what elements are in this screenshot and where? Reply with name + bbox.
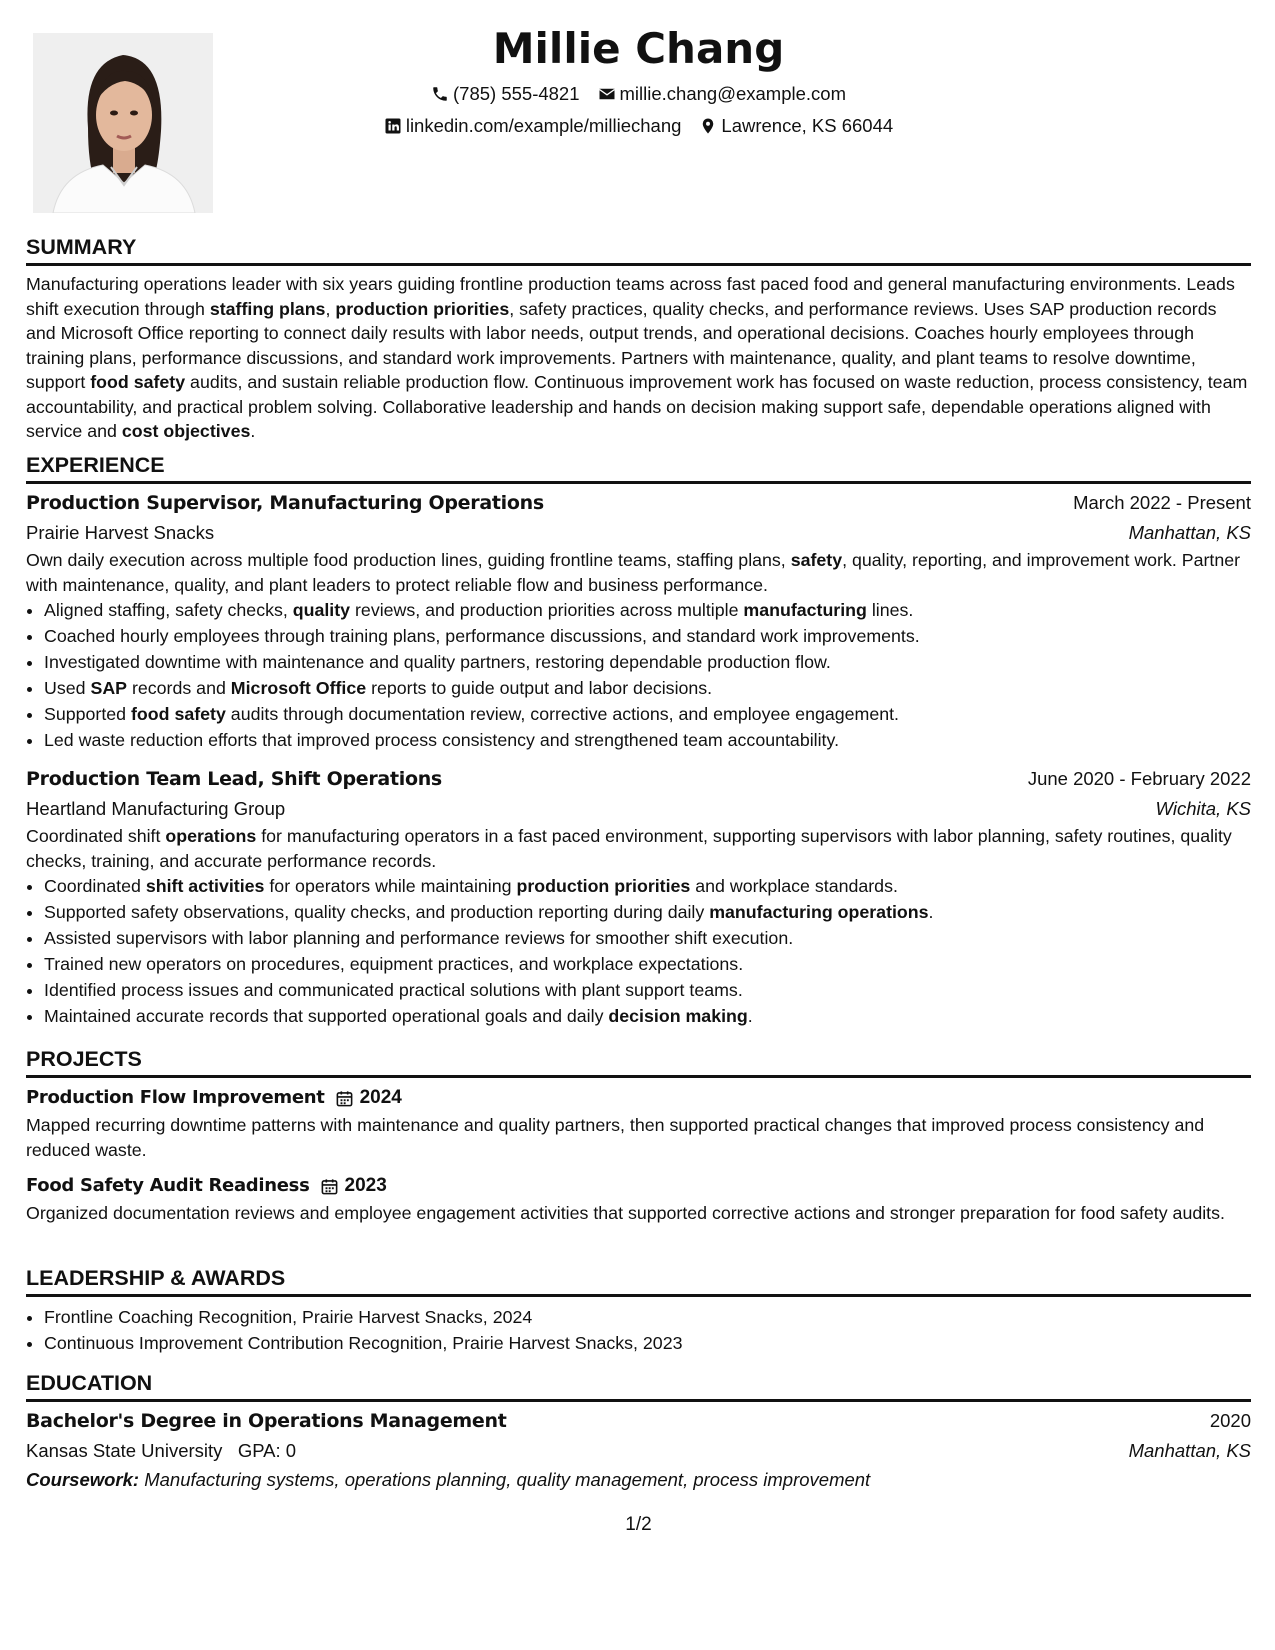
email-text: millie.chang@example.com xyxy=(619,83,846,104)
project-title: Production Flow Improvement xyxy=(26,1087,325,1108)
job-description: Coordinated shift operations for manufacturing operators in a fast paced environment, supporting supervisors with labor planning, safety routines, quality checks, training, and accurate performance records. xyxy=(26,826,1232,871)
gpa: GPA: 0 xyxy=(237,1440,297,1461)
education-location: Manhattan, KS xyxy=(1128,1440,1251,1461)
project-title: Food Safety Audit Readiness xyxy=(26,1175,310,1196)
location-text: Lawrence, KS 66044 xyxy=(721,115,894,136)
job-company: Heartland Manufacturing Group xyxy=(26,798,286,819)
list-item: • Aligned staffing, safety checks, quality reviews, and production priorities across multiple manufacturing lines. xyxy=(44,597,1251,623)
contact-location xyxy=(699,114,893,138)
list-item: • Coordinated shift activities for operators while maintaining production priorities and workplace standards. xyxy=(44,873,1251,899)
job-bullets xyxy=(26,597,1251,753)
list-item: • Supported safety observations, quality checks, and production reporting during daily manufacturing operations. xyxy=(44,899,1251,925)
list-item: • Maintained accurate records that supported operational goals and daily decision making. xyxy=(44,1003,1251,1029)
coursework: Coursework: Manufacturing systems, operations planning, quality management, process improvement xyxy=(26,1469,871,1490)
school-name: Kansas State University xyxy=(26,1440,223,1461)
education-year: 2020 xyxy=(1209,1410,1251,1431)
job-location: Manhattan, KS xyxy=(1128,522,1251,543)
job-dates: June 2020 - February 2022 xyxy=(1027,768,1251,789)
list-item: • Identified process issues and communicated practical solutions with plant support teams. xyxy=(44,977,1251,1003)
job-company: Prairie Harvest Snacks xyxy=(26,522,215,543)
project-entry xyxy=(26,1083,1251,1162)
map-pin-icon xyxy=(699,117,717,135)
contact-email[interactable] xyxy=(598,82,846,106)
envelope-icon xyxy=(598,85,616,103)
job-dates: March 2022 - Present xyxy=(1073,492,1251,513)
candidate-name: Millie Chang xyxy=(492,24,785,73)
list-item: • Frontline Coaching Recognition, Prairie Harvest Snacks, 2024 xyxy=(44,1304,1251,1330)
contact-line-2 xyxy=(26,114,1251,138)
degree-title: Bachelor's Degree in Operations Management xyxy=(26,1410,507,1432)
contact-line-1 xyxy=(26,82,1251,106)
project-description: Organized documentation reviews and employee engagement activities that supported corrective actions and stronger preparation for food safety audits. xyxy=(26,1203,1225,1223)
project-description: Mapped recurring downtime patterns with maintenance and quality partners, then supported practical changes that improved process consistency and reduced waste. xyxy=(26,1115,1205,1160)
contact-linkedin[interactable] xyxy=(384,114,682,138)
section-title-education: EDUCATION xyxy=(26,1370,1251,1402)
job-description: Own daily execution across multiple food production lines, guiding frontline teams, staffing plans, safety, quality, reporting, and improvement work. Partner with maintenance, quality, and plant leaders to protect reliable flow and business performance. xyxy=(26,550,1241,595)
education-entry xyxy=(26,1406,1251,1494)
list-item: • Investigated downtime with maintenance and quality partners, restoring dependable production flow. xyxy=(44,649,1251,675)
resume-page xyxy=(26,0,1251,1650)
job-entry xyxy=(26,488,1251,753)
section-title-summary: SUMMARY xyxy=(26,234,1251,266)
section-title-experience: EXPERIENCE xyxy=(26,452,1251,484)
resume-header xyxy=(26,18,1251,138)
list-item: • Led waste reduction efforts that improved process consistency and strengthened team accountability. xyxy=(44,727,1251,753)
linkedin-text: linkedin.com/example/milliechang xyxy=(405,115,682,136)
awards-list xyxy=(26,1304,1251,1356)
job-entry xyxy=(26,764,1251,1029)
school-line xyxy=(26,1436,296,1466)
job-title: Production Supervisor, Manufacturing Operations xyxy=(26,492,544,514)
job-title: Production Team Lead, Shift Operations xyxy=(26,768,442,790)
calendar-icon xyxy=(320,1177,339,1196)
calendar-icon xyxy=(335,1089,354,1108)
contact-phone[interactable] xyxy=(431,82,580,106)
list-item: • Coached hourly employees through training plans, performance discussions, and standard work improvements. xyxy=(44,623,1251,649)
list-item: • Assisted supervisors with labor planning and performance reviews for smoother shift execution. xyxy=(44,925,1251,951)
project-year: 2023 xyxy=(320,1174,387,1199)
summary-text: Manufacturing operations leader with six years guiding frontline production teams across fast paced food and general manufacturing environments. Leads shift execution through staffing plans, production priorities, safety practices, quality checks, and performance reviews. Uses SAP production records and Microsoft Office reporting to connect daily results with labor needs, output trends, and operational decisions. Coaches hourly employees through training plans, performance discussions, and standard work improvements. Partners with maintenance, quality, and plant teams to resolve downtime, support food safety audits, and sustain reliable production flow. Continuous improvement work has focused on waste reduction, process consistency, team accountability, and practical problem solving. Collaborative leadership and hands on decision making support safe, dependable operations aligned with service and cost objectives. xyxy=(26,274,1248,441)
phone-text: (785) 555-4821 xyxy=(453,83,580,104)
list-item: • Supported food safety audits through documentation review, corrective actions, and employee engagement. xyxy=(44,701,1251,727)
linkedin-icon xyxy=(384,117,402,135)
list-item: • Continuous Improvement Contribution Recognition, Prairie Harvest Snacks, 2023 xyxy=(44,1330,1251,1356)
job-location: Wichita, KS xyxy=(1155,798,1251,819)
section-title-projects: PROJECTS xyxy=(26,1046,1251,1078)
project-entry xyxy=(26,1171,1251,1226)
project-year: 2024 xyxy=(335,1086,402,1111)
section-title-leadership: LEADERSHIP & AWARDS xyxy=(26,1265,1251,1297)
job-bullets xyxy=(26,873,1251,1029)
list-item: • Trained new operators on procedures, equipment practices, and workplace expectations. xyxy=(44,951,1251,977)
list-item: • Used SAP records and Microsoft Office reports to guide output and labor decisions. xyxy=(44,675,1251,701)
page-number: 1/2 xyxy=(625,1514,652,1535)
phone-icon xyxy=(431,85,449,103)
